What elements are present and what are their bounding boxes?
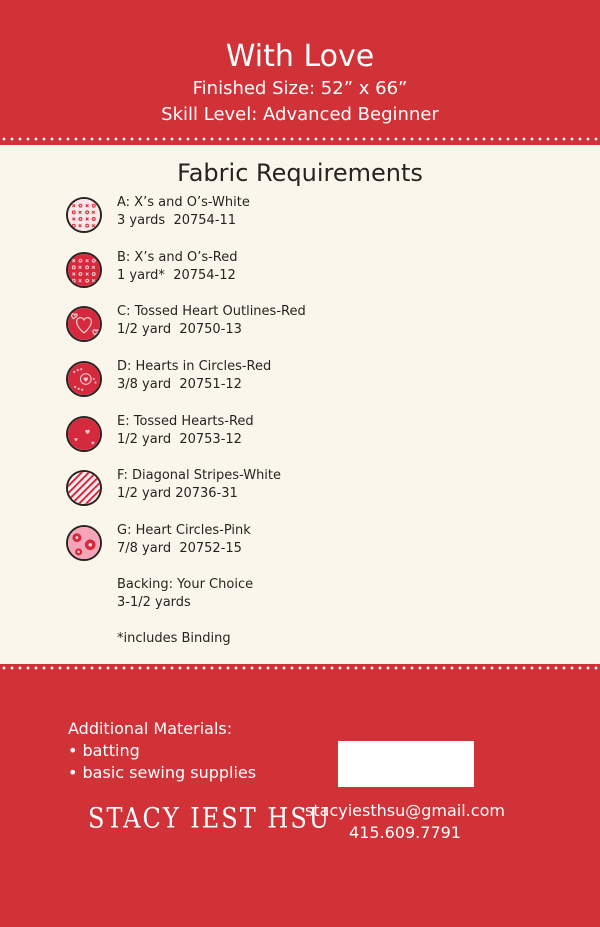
fabric-quantity: 7/8 yard 20752-15 (117, 541, 242, 556)
fabric-requirements-heading: Fabric Requirements (177, 159, 423, 187)
fabric-quantity: 3/8 yard 20751-12 (117, 377, 242, 392)
fabric-item-a (66, 195, 386, 235)
fabric-name: A: X’s and O’s-White (117, 195, 250, 210)
material-item-supplies: • basic sewing supplies (68, 763, 257, 782)
fabric-name: B: X’s and O’s-Red (117, 250, 238, 265)
blank-label-box (338, 741, 474, 787)
contact-phone: 415.609.7791 (349, 823, 461, 842)
fabric-name: F: Diagonal Stripes-White (117, 468, 282, 483)
backing-label: Backing: Your Choice (117, 577, 254, 592)
header-banner (0, 0, 600, 140)
fabric-name: E: Tossed Hearts-Red (117, 414, 254, 429)
binding-note: *includes Binding (117, 631, 231, 646)
fabric-item-c (66, 304, 386, 344)
pattern-title: With Love (225, 39, 375, 74)
fabric-quantity: 1/2 yard 20736-31 (117, 486, 238, 501)
hearts-in-circles-red-swatch-icon (66, 361, 102, 397)
fabric-name: D: Hearts in Circles-Red (117, 359, 272, 374)
backing-quantity: 3-1/2 yards (117, 595, 191, 610)
material-item-batting: • batting (68, 741, 140, 760)
fabric-item-f (66, 468, 386, 508)
contact-email[interactable]: stacyiesthsu@gmail.com (305, 801, 505, 820)
skill-level: Skill Level: Advanced Beginner (161, 104, 439, 125)
tossed-hearts-red-swatch-icon (66, 416, 102, 452)
dotted-divider-bottom (0, 666, 600, 670)
fabric-item-e (66, 414, 386, 454)
fabric-name: G: Heart Circles-Pink (117, 523, 251, 538)
additional-materials-title: Additional Materials: (68, 719, 233, 738)
fabric-item-b (66, 250, 386, 290)
fabric-item-d (66, 359, 386, 399)
designer-logo: STACY IEST HSU (88, 802, 331, 835)
fabric-quantity: 1/2 yard 20750-13 (117, 322, 242, 337)
heart-circles-pink-swatch-icon (66, 525, 102, 561)
dotted-divider-top (0, 137, 600, 141)
fabric-requirements-panel (0, 145, 600, 664)
xo-white-swatch-icon (66, 197, 102, 233)
diagonal-stripes-white-swatch-icon (66, 470, 102, 506)
fabric-name: C: Tossed Heart Outlines-Red (117, 304, 306, 319)
footer-section (0, 672, 600, 927)
xo-red-swatch-icon (66, 252, 102, 288)
fabric-item-g (66, 523, 386, 563)
heart-outlines-red-swatch-icon (66, 306, 102, 342)
fabric-quantity: 1 yard* 20754-12 (117, 268, 236, 283)
fabric-quantity: 3 yards 20754-11 (117, 213, 237, 228)
fabric-quantity: 1/2 yard 20753-12 (117, 432, 242, 447)
finished-size: Finished Size: 52” x 66” (192, 78, 408, 99)
